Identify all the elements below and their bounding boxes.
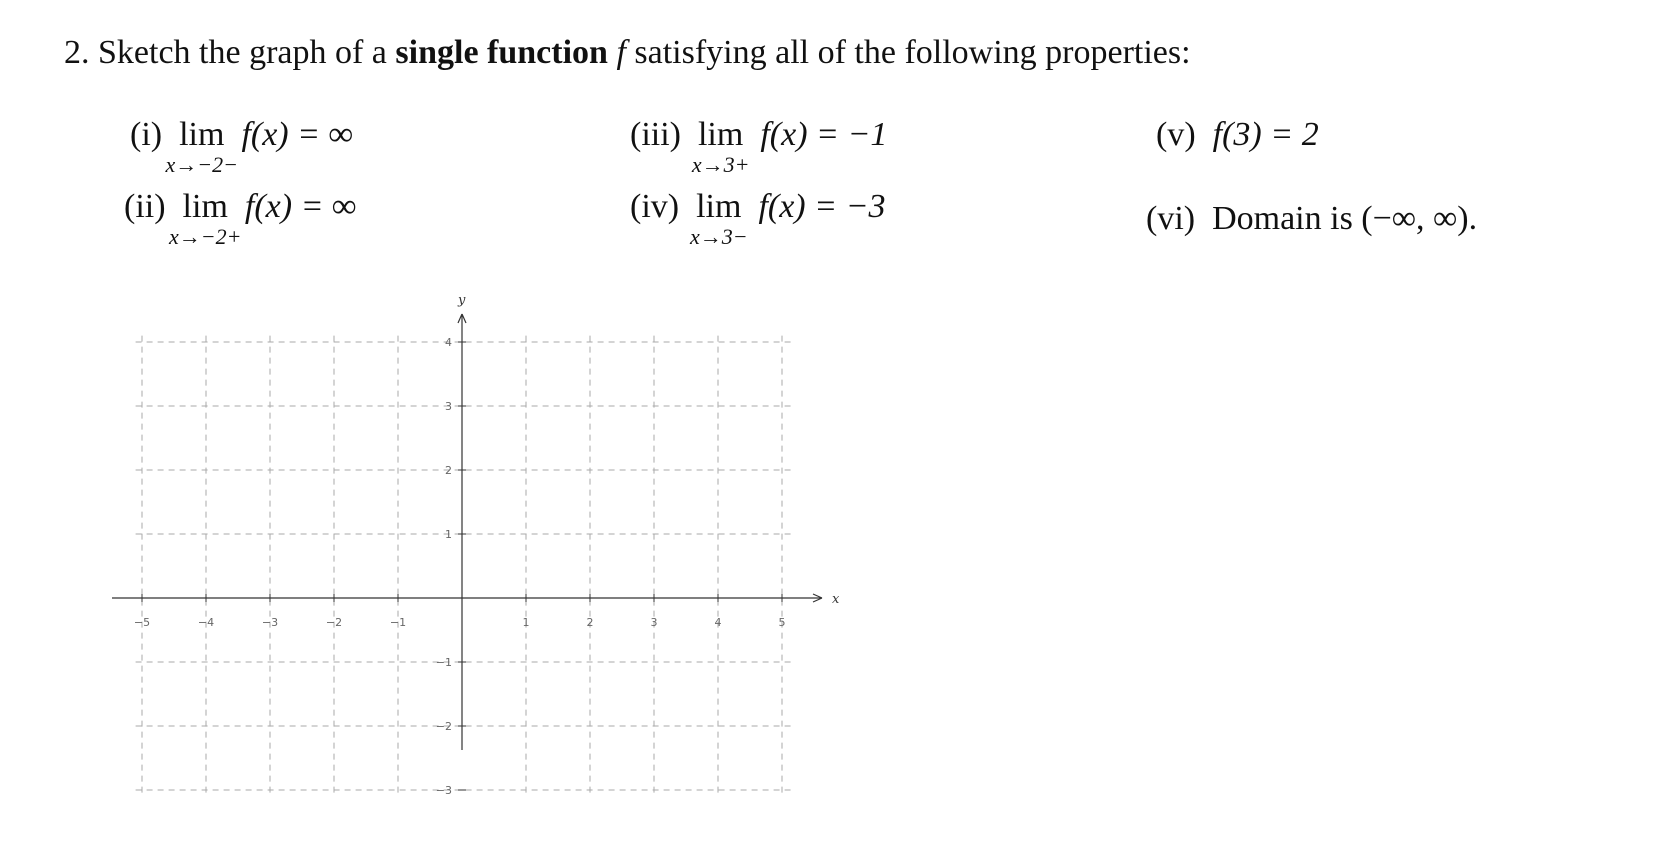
- limit-word: lim: [696, 188, 742, 225]
- property-tag: (vi): [1146, 200, 1196, 237]
- limit-subscript: x→−2−: [165, 152, 238, 177]
- property-tag: (v): [1156, 116, 1196, 153]
- domain-expression: Domain is (−∞, ∞).: [1212, 200, 1478, 237]
- limit-expression: f(x) = ∞: [244, 188, 357, 225]
- limit-expression: f(x) = ∞: [241, 116, 353, 153]
- x-tick-label: −3: [261, 616, 279, 629]
- property-tag: (iv): [630, 188, 680, 225]
- y-tick-label: −3: [435, 784, 452, 797]
- question-text-after: satisfying all of the following properties:: [634, 34, 1191, 71]
- property-tag: (i): [130, 116, 163, 153]
- x-tick-label: 5: [778, 616, 786, 629]
- x-tick-label: −2: [325, 616, 343, 629]
- x-tick-label: 1: [522, 616, 530, 629]
- limit-subscript: x→−2+: [168, 224, 242, 249]
- question-text-before: Sketch the graph of a: [98, 34, 387, 71]
- y-tick-label: 1: [445, 528, 452, 541]
- property-tag: (ii): [124, 188, 166, 225]
- question-emphasis: single function: [395, 34, 608, 71]
- y-tick-label: 3: [445, 400, 452, 413]
- x-tick-label: −5: [133, 616, 151, 629]
- x-tick-label: 3: [650, 616, 658, 629]
- limit-word: lim: [182, 188, 228, 225]
- limit-expression: f(x) = −1: [760, 116, 888, 153]
- y-axis-label: y: [458, 293, 466, 308]
- x-tick-label: 4: [714, 616, 722, 629]
- x-tick-label: 2: [586, 616, 594, 629]
- limit-word: lim: [697, 116, 744, 153]
- limit-subscript: x→3+: [691, 152, 750, 177]
- y-tick-label: 4: [445, 336, 452, 349]
- function-value-expression: f(3) = 2: [1212, 116, 1319, 153]
- y-tick-label: 2: [445, 464, 452, 477]
- y-tick-label: −1: [435, 656, 452, 669]
- y-tick-label: −2: [435, 720, 452, 733]
- x-tick-label: −4: [197, 616, 215, 629]
- limit-subscript: x→3−: [689, 224, 748, 249]
- question-number: 2.: [64, 34, 90, 71]
- property-tag: (iii): [630, 116, 681, 153]
- limit-expression: f(x) = −3: [758, 188, 886, 225]
- x-axis-label: x: [832, 592, 840, 607]
- limit-word: lim: [179, 116, 225, 153]
- question-function-symbol: f: [616, 34, 626, 71]
- x-tick-label: −1: [389, 616, 407, 629]
